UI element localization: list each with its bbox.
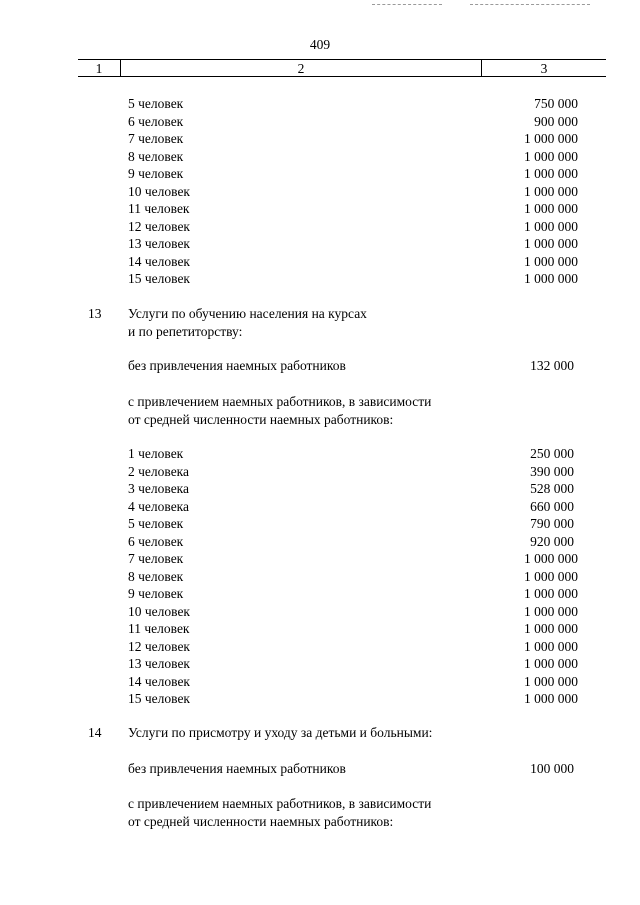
- no-hire-label: без привлечения наемных работников: [128, 358, 346, 373]
- row-label: 8 человек: [128, 148, 184, 164]
- row-value: 1 000 000: [524, 551, 578, 566]
- row-label: 14 человек: [128, 253, 190, 269]
- row-label: 9 человек: [128, 586, 184, 601]
- no-hire-value: 132 000: [530, 358, 574, 373]
- row-label: 15 человек: [128, 691, 190, 706]
- row-value: 660 000: [530, 498, 574, 514]
- row-label: 7 человек: [128, 131, 184, 146]
- row-label: 1 человек: [128, 446, 184, 461]
- hire-condition: с привлечением наемных работников, в зависимости: [128, 796, 432, 811]
- row-value: 1 000 000: [524, 236, 578, 251]
- row-value: 390 000: [530, 463, 574, 479]
- row-label: 13 человек: [128, 236, 190, 251]
- row-label: 12 человек: [128, 218, 190, 234]
- row-value: 1 000 000: [524, 131, 578, 146]
- row-label: 10 человек: [128, 183, 190, 199]
- no-hire-label: без привлечения наемных работников: [128, 761, 346, 776]
- row-value: 1 000 000: [524, 148, 578, 164]
- section-number: 13: [88, 306, 102, 321]
- row-label: 5 человек: [128, 516, 184, 531]
- row-label: 2 человека: [128, 463, 190, 479]
- row-label: 14 человек: [128, 673, 190, 689]
- row-label: 11 человек: [128, 201, 190, 216]
- scan-artifact-line: [470, 4, 590, 6]
- row-label: 9 человек: [128, 166, 184, 181]
- row-label: 3 человека: [128, 481, 190, 496]
- no-hire-value: 100 000: [530, 761, 574, 776]
- row-label: 5 человек: [128, 96, 184, 111]
- section-title: Услуги по обучению населения на курсах: [128, 306, 367, 321]
- row-label: 11 человек: [128, 621, 190, 636]
- row-value: 1 000 000: [524, 253, 578, 269]
- row-value: 1 000 000: [524, 586, 578, 601]
- row-value: 1 000 000: [524, 691, 578, 706]
- hire-condition-cont: от средней численности наемных работников:: [128, 813, 394, 829]
- row-value: 1 000 000: [524, 603, 578, 619]
- row-label: 6 человек: [128, 533, 184, 549]
- row-label: 7 человек: [128, 551, 184, 566]
- row-value: 1 000 000: [524, 271, 578, 286]
- header-col-2: 2: [297, 61, 305, 76]
- row-label: 8 человек: [128, 568, 184, 584]
- row-value: 1 000 000: [524, 673, 578, 689]
- section-number: 14: [88, 725, 102, 740]
- scan-artifact-line: [372, 4, 442, 6]
- row-value: 1 000 000: [524, 621, 578, 636]
- row-value: 1 000 000: [524, 638, 578, 654]
- row-value: 1 000 000: [524, 218, 578, 234]
- section-title: Услуги по присмотру и уходу за детьми и больными:: [128, 725, 433, 740]
- row-value: 528 000: [530, 481, 574, 496]
- hire-condition-cont: от средней численности наемных работников:: [128, 411, 394, 427]
- row-label: 10 человек: [128, 603, 190, 619]
- row-value: 250 000: [530, 446, 574, 461]
- section-title-cont: и по репетиторству:: [128, 323, 243, 339]
- header-col-1: 1: [95, 61, 103, 76]
- row-value: 1 000 000: [524, 568, 578, 584]
- row-value: 900 000: [534, 113, 578, 129]
- row-value: 1 000 000: [524, 656, 578, 671]
- row-value: 1 000 000: [524, 166, 578, 181]
- row-value: 920 000: [530, 533, 574, 549]
- header-col-3: 3: [540, 61, 548, 76]
- row-label: 15 человек: [128, 271, 190, 286]
- row-label: 12 человек: [128, 638, 190, 654]
- row-value: 1 000 000: [524, 201, 578, 216]
- row-label: 6 человек: [128, 113, 184, 129]
- row-value: 1 000 000: [524, 183, 578, 199]
- row-value: 750 000: [534, 96, 578, 111]
- row-label: 13 человек: [128, 656, 190, 671]
- row-label: 4 человека: [128, 498, 190, 514]
- hire-condition: с привлечением наемных работников, в зависимости: [128, 394, 432, 409]
- row-value: 790 000: [530, 516, 574, 531]
- page-number: 409: [309, 37, 331, 52]
